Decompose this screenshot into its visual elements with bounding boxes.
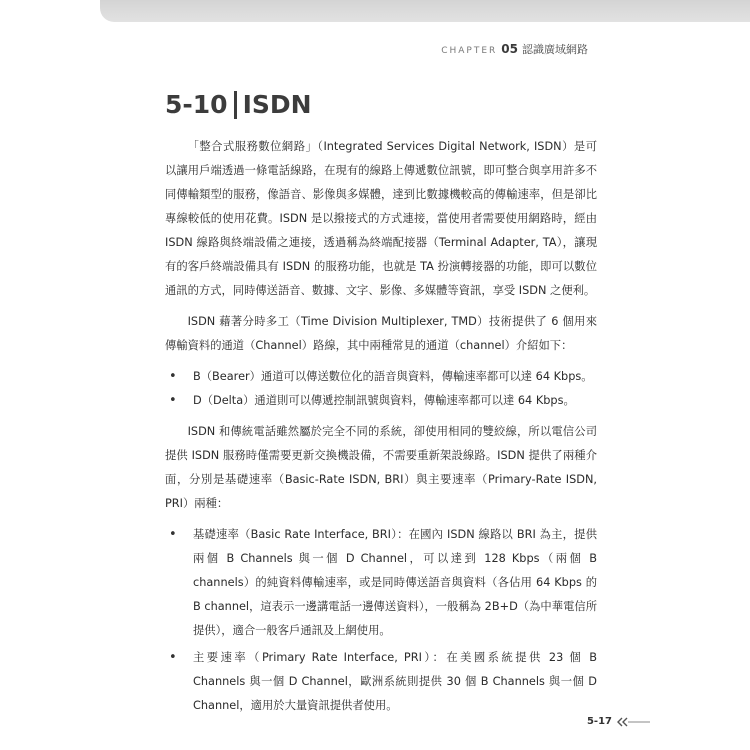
section-divider-bar — [234, 91, 237, 119]
bullet-icon: • — [169, 369, 177, 384]
interfaces-paragraph: ISDN 和傳統電話雖然屬於完全不同的系統，卻使用相同的雙絞線，所以電信公司提供 ISDN 服務時僅需要更新交換機設備，不需要重新架設線路。ISDN 提供了兩種介面，分別是基礎速率（Basic-Rate ISDN, BRI）與主要速率（Primary-Rate ISDN, PRI）兩種： — [165, 425, 597, 510]
chapter-number: 05 — [501, 42, 518, 56]
section-title: ISDN — [242, 90, 312, 119]
list-item-text: B（Bearer）通道可以傳送數位化的語音與資料，傳輸速率都可以達 64 Kbps。 — [193, 370, 593, 383]
bullet-icon: • — [169, 393, 177, 408]
chapter-header — [441, 41, 588, 57]
chapter-title: 認識廣域網路 — [522, 43, 588, 56]
list-item-d-channel — [165, 389, 597, 413]
bullet-icon: • — [169, 527, 177, 542]
section-number: 5-10 — [165, 90, 228, 119]
channels-paragraph: ISDN 藉著分時多工（Time Division Multiplexer, TMD）技術提供了 6 個用來傳輸資料的通道（Channel）路線，其中兩種常見的通道（channel）介紹如下： — [165, 315, 597, 352]
page-footer — [587, 716, 650, 727]
intro-paragraph: 「整合式服務數位網路」（Integrated Services Digital Network, ISDN）是可以讓用戶端透過一條電話線路，在現有的線路上傳遞數位訊號，即可整合與享用許多不同傳輸類型的服務，像語音、影像與多媒體，達到比數據機較高的傳輸速率，但是卻比專線較低的使用花費。ISDN 是以撥接式的方式連接，當使用者需要使用網路時，經由 ISDN 線路與終端設備之連接，透過稱為終端配接器（Terminal Adapter, TA），讓現有的客戶終端設備具有 ISDN 的服務功能，也就是 TA 扮演轉接器的功能，即可以數位通訊的方式，同時傳送語音、數據、文字、影像、多媒體等資訊，享受 ISDN 之便利。 — [165, 140, 597, 297]
body-content — [165, 135, 597, 725]
section-heading — [165, 90, 312, 119]
double-chevron-left-icon — [616, 717, 650, 727]
interface-list — [165, 523, 597, 718]
list-item-b-channel — [165, 365, 597, 389]
list-item-text: D（Delta）通道則可以傳遞控制訊號與資料，傳輸速率都可以達 64 Kbps。 — [193, 394, 575, 407]
channel-list — [165, 365, 597, 413]
page-number: 5-17 — [586, 716, 612, 727]
top-decorative-band — [100, 0, 750, 22]
chapter-label: CHAPTER — [441, 46, 498, 56]
list-item-bri — [165, 523, 597, 643]
list-item-text: 主要速率（Primary Rate Interface, PRI）：在美國系統提供 23 個 B Channels 與一個 D Channel，歐洲系統則提供 30 個 B Channels 與一個 D Channel，適用於大量資訊提供者使用。 — [193, 651, 597, 712]
list-item-text: 基礎速率（Basic Rate Interface, BRI）：在國內 ISDN 線路以 BRI 為主，提供兩個 B Channels 與一個 D Channel，可以達到 128 Kbps（兩個 B channels）的純資料傳輸速率，或是同時傳送語音與資料（各佔用 64 Kbps 的 B channel，這表示一邊講電話一邊傳送資料），一般稱為 2B+D（為中華電信所提供），適合一般客戶通訊及上網使用。 — [193, 528, 597, 637]
bullet-icon: • — [169, 650, 177, 665]
list-item-pri — [165, 646, 597, 718]
